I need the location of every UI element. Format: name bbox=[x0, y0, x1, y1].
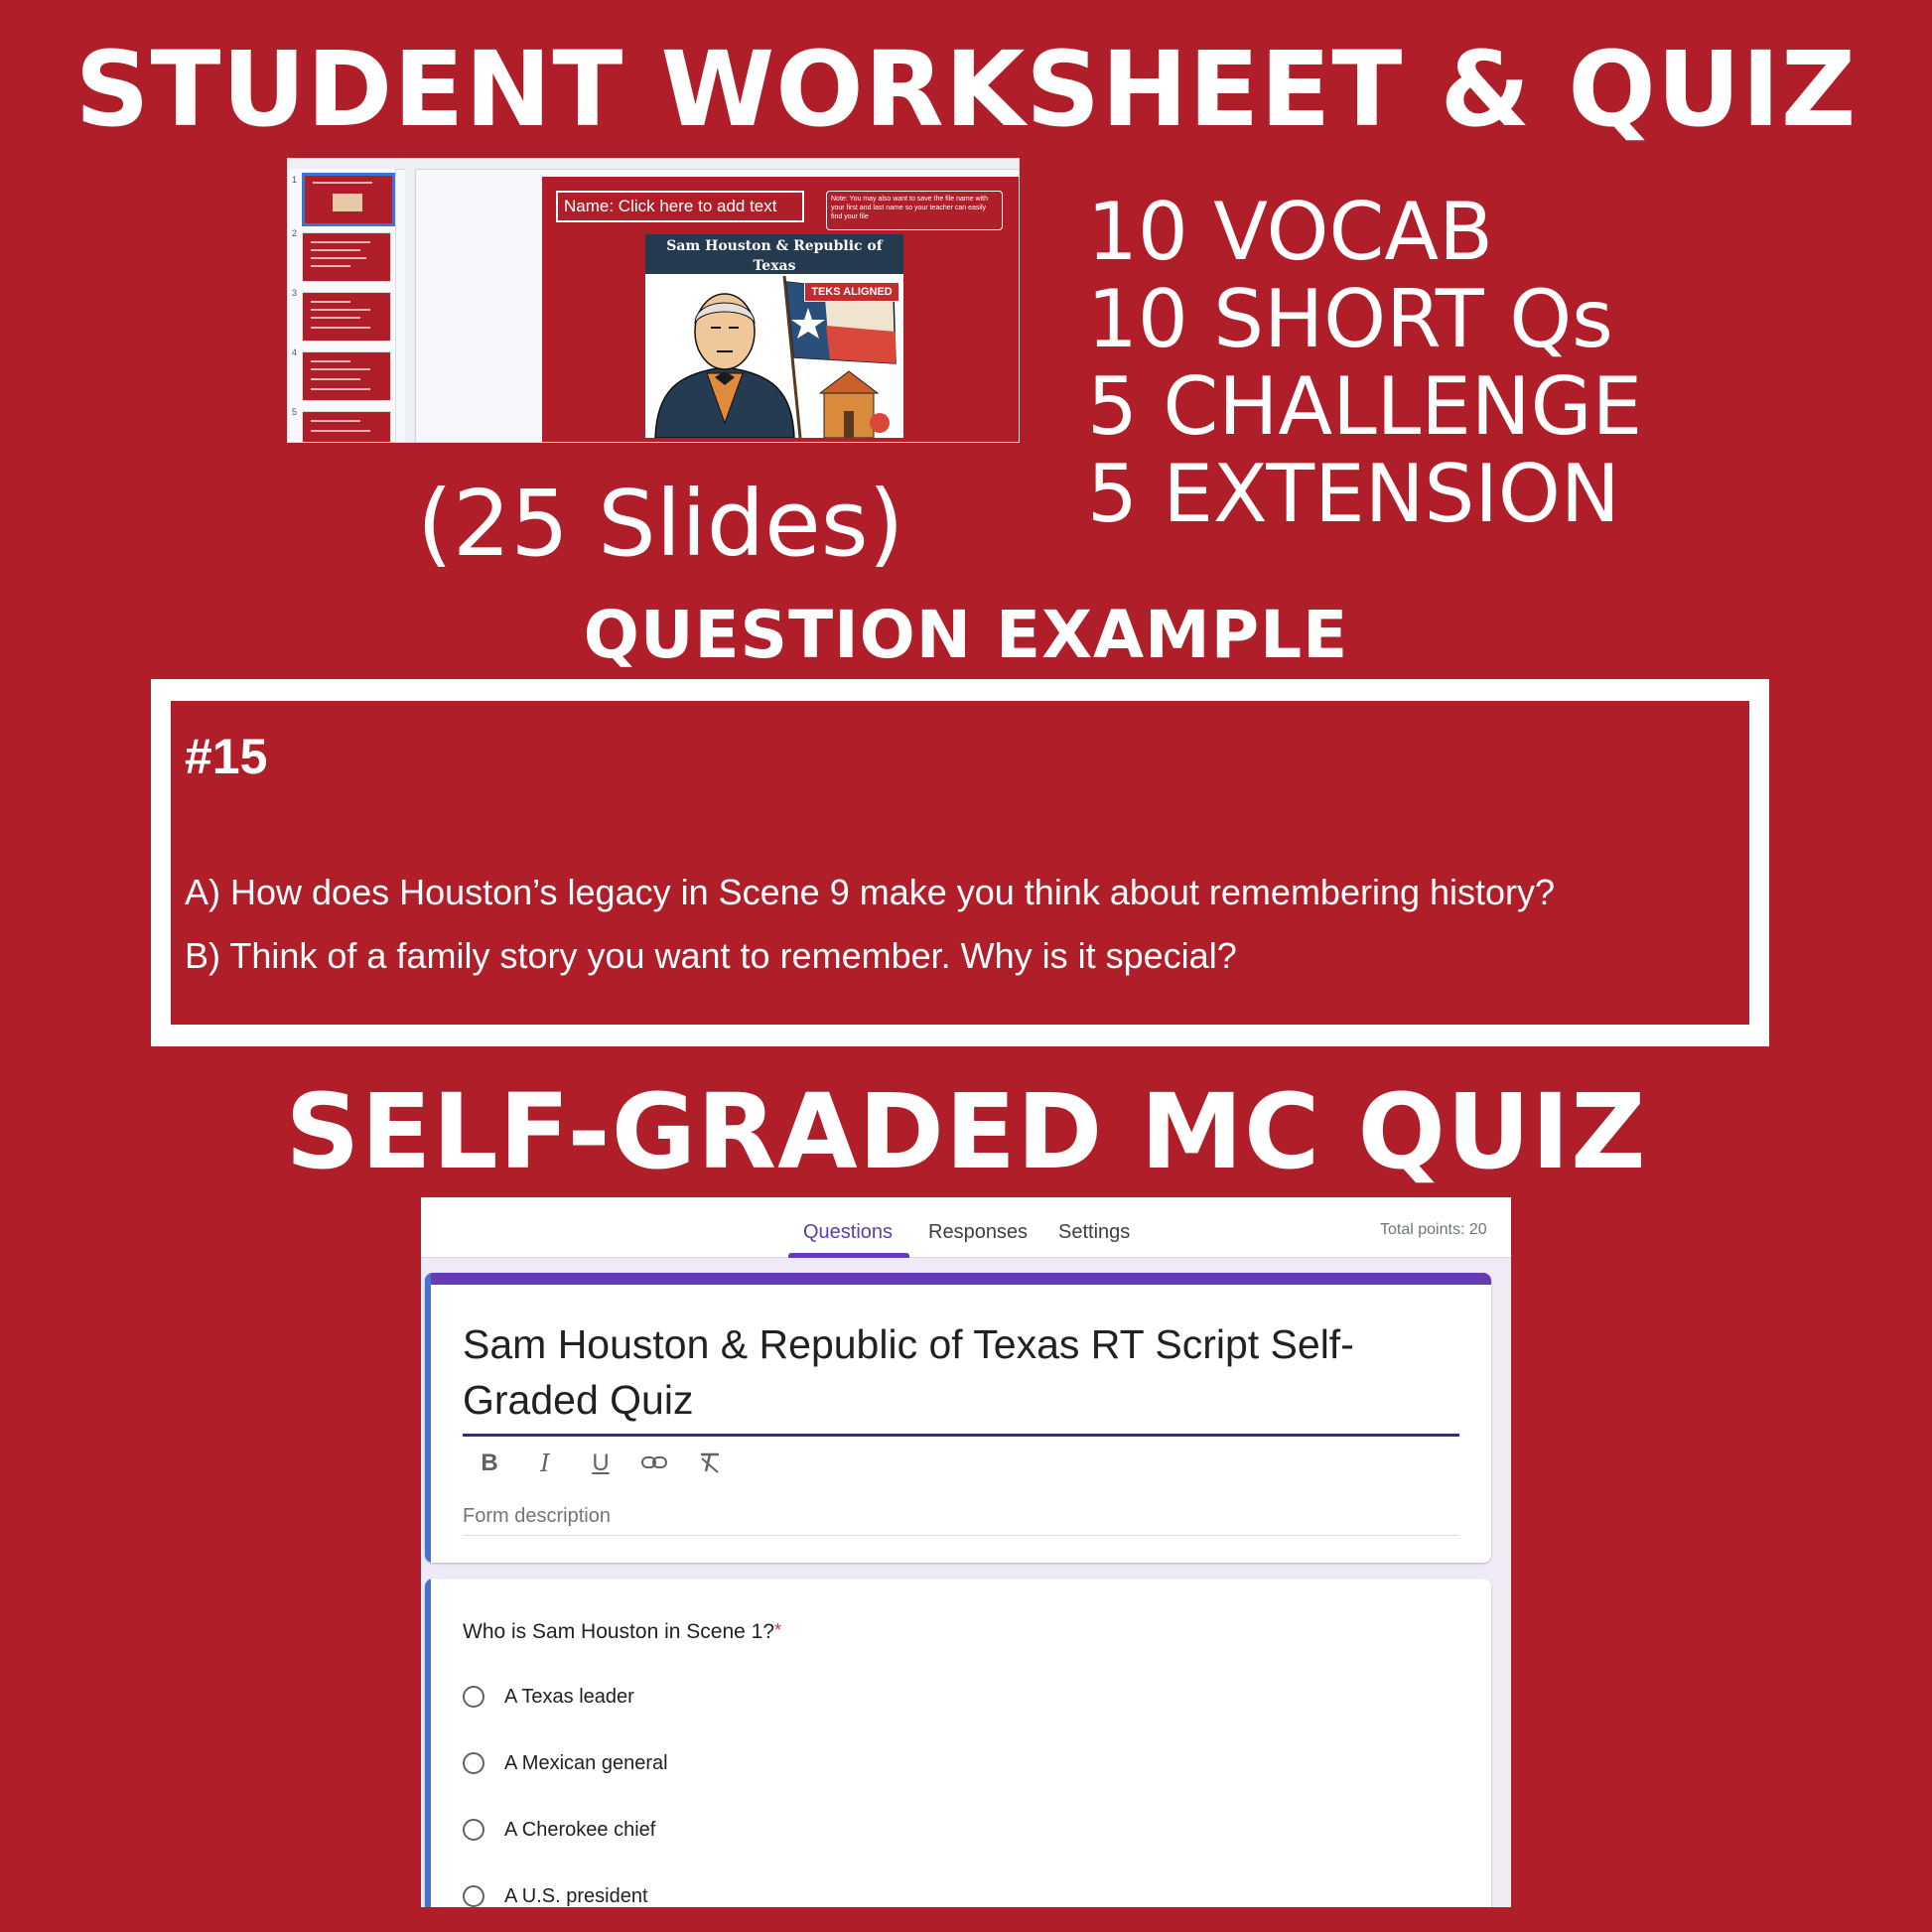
form-title-input[interactable]: Sam Houston & Republic of Texas RT Script Self-Graded Quiz bbox=[463, 1321, 1354, 1423]
description-underline bbox=[463, 1535, 1459, 1536]
cover-image bbox=[645, 234, 903, 438]
tab-responses[interactable]: Responses bbox=[928, 1221, 1029, 1243]
slides-count: (25 Slides) bbox=[417, 471, 904, 577]
radio-button[interactable] bbox=[463, 1819, 484, 1841]
option-label: A Texas leader bbox=[504, 1686, 634, 1708]
slide-thumbnail[interactable] bbox=[302, 351, 391, 401]
heading-question-example: QUESTION EXAMPLE bbox=[583, 597, 1349, 673]
header-focus-bar bbox=[425, 1273, 431, 1563]
forms-screenshot bbox=[421, 1197, 1511, 1907]
option-label: A Mexican general bbox=[504, 1752, 668, 1774]
slide-thumbnail-panel bbox=[288, 169, 396, 442]
question-focus-bar bbox=[425, 1579, 431, 1907]
question-part-b: B) Think of a family story you want to remember. Why is it special? bbox=[185, 935, 1237, 976]
tab-questions[interactable]: Questions bbox=[803, 1221, 894, 1243]
top-ruler bbox=[288, 159, 1019, 170]
question-text: Who is Sam Houston in Scene 1? bbox=[463, 1620, 774, 1643]
title-underline bbox=[463, 1434, 1459, 1437]
slide-canvas[interactable] bbox=[542, 177, 1019, 442]
radio-button[interactable] bbox=[463, 1686, 484, 1708]
question-title bbox=[463, 1620, 781, 1644]
option-label: A U.S. president bbox=[504, 1885, 648, 1907]
total-points: Total points: 20 bbox=[1380, 1221, 1487, 1238]
question-number: #15 bbox=[185, 729, 268, 784]
forms-tab-bar bbox=[421, 1197, 1511, 1258]
slide-thumbnail[interactable] bbox=[302, 232, 391, 282]
heading-worksheet-quiz: STUDENT WORKSHEET & QUIZ bbox=[74, 29, 1858, 150]
option-label: A Cherokee chief bbox=[504, 1819, 656, 1841]
form-description-input[interactable]: Form description bbox=[463, 1505, 611, 1527]
radio-button[interactable] bbox=[463, 1885, 484, 1907]
thumbnail-number: 2 bbox=[292, 228, 298, 238]
stat-extension: 5 EXTENSION bbox=[1087, 448, 1620, 540]
save-note: Note: You may also want to save the file name with your first and last name so your teacher can easily find your file bbox=[826, 191, 1003, 230]
cover-title-band bbox=[645, 234, 903, 274]
question-part-a: A) How does Houston’s legacy in Scene 9 make you think about remembering history? bbox=[185, 872, 1556, 912]
slide-thumbnail[interactable] bbox=[302, 173, 395, 226]
required-mark: * bbox=[774, 1620, 782, 1640]
header-accent-bar bbox=[425, 1273, 1491, 1285]
active-tab-indicator bbox=[788, 1253, 909, 1258]
cover-title: Sam Houston & Republic of Texas bbox=[666, 238, 883, 274]
stat-short-questions: 10 SHORT Qs bbox=[1087, 273, 1613, 365]
tab-settings[interactable]: Settings bbox=[1058, 1221, 1131, 1243]
stat-vocab: 10 VOCAB bbox=[1087, 186, 1493, 278]
underline-icon[interactable]: U bbox=[592, 1449, 610, 1476]
stat-challenge: 5 CHALLENGE bbox=[1087, 360, 1643, 453]
slide-thumbnail[interactable] bbox=[302, 292, 391, 342]
link-icon[interactable] bbox=[639, 1449, 669, 1482]
thumbnail-number: 4 bbox=[292, 347, 298, 357]
thumbnail-number: 3 bbox=[292, 288, 298, 298]
form-header-card bbox=[425, 1273, 1491, 1563]
left-ruler bbox=[405, 169, 416, 442]
thumbnail-number: 1 bbox=[292, 175, 298, 185]
italic-icon[interactable]: I bbox=[540, 1449, 550, 1477]
heading-self-graded-quiz: SELF-GRADED MC QUIZ bbox=[285, 1071, 1647, 1192]
slides-screenshot bbox=[287, 158, 1020, 443]
bold-icon[interactable]: B bbox=[481, 1449, 498, 1476]
name-text-box[interactable]: Name: Click here to add text bbox=[556, 191, 804, 222]
question-card bbox=[425, 1579, 1491, 1907]
thumbnail-number: 5 bbox=[292, 407, 298, 417]
slide-thumbnail[interactable] bbox=[302, 411, 391, 443]
clear-format-icon[interactable] bbox=[695, 1449, 725, 1482]
teks-aligned-badge: TEKS ALIGNED bbox=[804, 282, 899, 302]
radio-button[interactable] bbox=[463, 1752, 484, 1774]
